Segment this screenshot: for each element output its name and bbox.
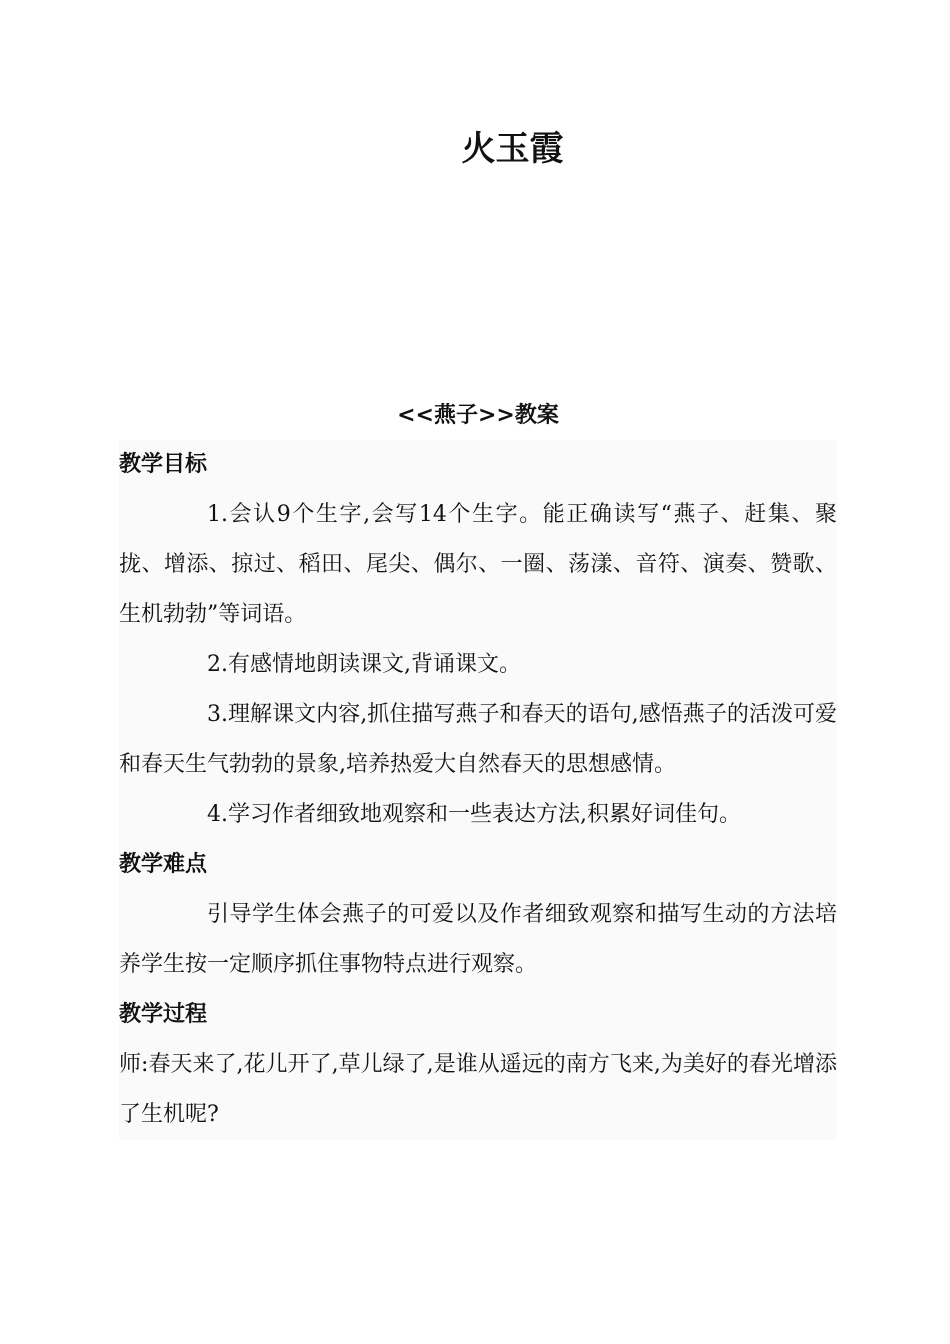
objectives-heading: 教学目标 (119, 452, 208, 477)
author-name: 火玉霞 (461, 129, 564, 169)
objective-item-3: 3.理解课文内容,抓住描写燕子和春天的语句,感悟燕子的活泼可爱和春天生气勃勃的景象,培养热爱大自然春天的思想感情。 (119, 702, 837, 777)
objective-item-1: 1.会认9个生字,会写14个生字。能正确读写“燕子、赶集、聚拢、增添、掠过、稻田、尾尖、偶尔、一圈、荡漾、音符、演奏、赞歌、生机勃勃”等词语。 (119, 502, 837, 627)
document-title: <<燕子>>教案 (119, 392, 837, 440)
objective-item-2: 2.有感情地朗读课文,背诵课文。 (207, 652, 521, 677)
lesson-plan-body (119, 392, 837, 1140)
difficulties-heading: 教学难点 (119, 852, 208, 877)
process-heading: 教学过程 (119, 1002, 208, 1027)
process-text: 师:春天来了,花儿开了,草儿绿了,是谁从遥远的南方飞来,为美好的春光增添了生机呢? (119, 1052, 837, 1127)
difficulties-text: 引导学生体会燕子的可爱以及作者细致观察和描写生动的方法培养学生按一定顺序抓住事物特点进行观察。 (119, 902, 837, 977)
objective-item-4: 4.学习作者细致地观察和一些表达方法,积累好词佳句。 (207, 802, 741, 827)
